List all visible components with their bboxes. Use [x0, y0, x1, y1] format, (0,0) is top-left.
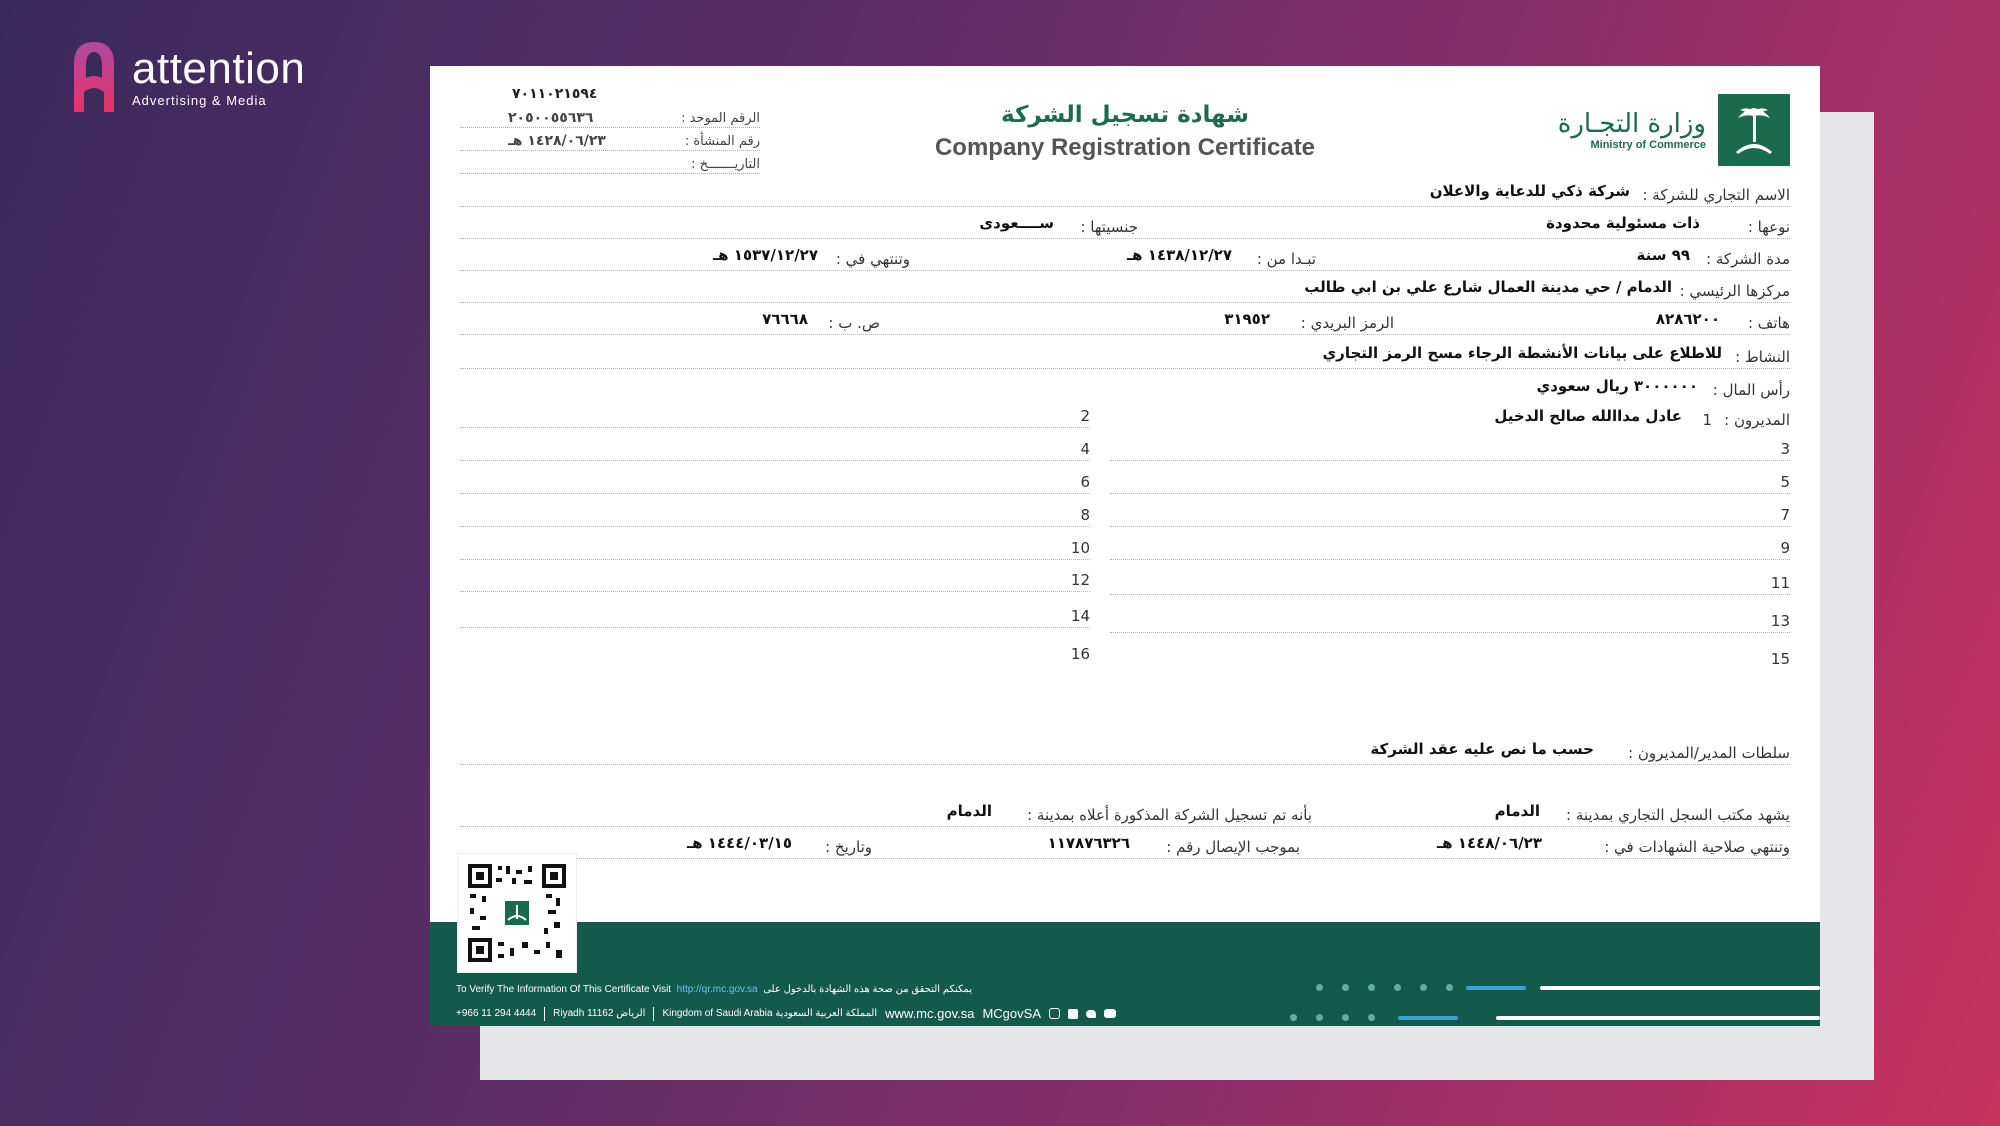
meta-value: ٢٠٥٠٠٥٥٦٣٦ — [508, 110, 594, 126]
manager-row — [1110, 432, 1790, 461]
manager-number: 2 — [1080, 407, 1090, 425]
receipt-label: بموجب الإيصال رقم : — [1166, 838, 1300, 856]
validity-label: وتنتهي صلاحية الشهادات في : — [1604, 838, 1790, 856]
brand-tagline: Advertising & Media — [132, 92, 267, 108]
authority-label: سلطات المدير/المديرون : — [1628, 744, 1790, 762]
manager-number: 7 — [1780, 506, 1790, 524]
meta-label: الرقم الموحد : — [681, 111, 760, 126]
row-validity — [460, 832, 1790, 859]
office-label: يشهد مكتب السجل التجاري بمدينة : — [1566, 806, 1790, 824]
validity-value: ١٤٤٨/٠٦/٢٣ هـ — [1437, 834, 1542, 852]
attention-logo-mark-icon — [70, 38, 118, 116]
starts-value: ١٤٣٨/١٢/٢٧ هـ — [1127, 246, 1232, 264]
type-label: نوعها : — [1747, 218, 1790, 236]
date-label: وتاريخ : — [825, 838, 872, 856]
meta-label: التاريـــــــخ : — [691, 157, 760, 172]
meta-value: ١٤٢٨/٠٦/٢٣ هـ — [508, 133, 606, 149]
duration-value: ٩٩ سنة — [1636, 246, 1690, 264]
pobox-label: ص. ب : — [828, 314, 880, 332]
manager-name: عادل مداالله صالح الدخيل — [1494, 407, 1682, 425]
row-capital — [460, 375, 1790, 401]
manager-number: 6 — [1080, 473, 1090, 491]
nationality-value: ســــعودى — [979, 214, 1054, 232]
authority-value: حسب ما نص عليه عقد الشركة — [1370, 740, 1594, 758]
manager-row — [460, 599, 1090, 628]
manager-number: 14 — [1070, 607, 1090, 625]
contact-city: Riyadh 11162 الرياض — [553, 1008, 646, 1019]
manager-number: 10 — [1070, 539, 1090, 557]
instagram-icon — [1049, 1008, 1060, 1019]
manager-row — [1110, 403, 1790, 431]
manager-number: 13 — [1770, 612, 1790, 630]
postal-code-value: ٣١٩٥٢ — [1224, 310, 1270, 328]
twitter-icon — [1086, 1010, 1096, 1018]
manager-number: 8 — [1080, 506, 1090, 524]
phone-value: ٨٢٨٦٢٠٠ — [1655, 310, 1720, 328]
title-arabic: شهادة تسجيل الشركة — [1001, 102, 1249, 128]
registered-city-value: الدمام — [946, 802, 992, 820]
row-headquarters — [460, 276, 1790, 303]
ministry-name-ar: وزارة التجـارة — [1557, 109, 1706, 139]
hq-value: الدمام / حي مدينة العمال شارع علي بن ابي طالب — [1304, 278, 1672, 296]
manager-row — [460, 531, 1090, 560]
row-contact — [460, 308, 1790, 335]
contact-country: Kingdom of Saudi Arabia المملكة العربية السعودية — [662, 1008, 878, 1019]
manager-number: 9 — [1780, 539, 1790, 557]
row-authority — [460, 738, 1790, 765]
duration-label: مدة الشركة : — [1706, 250, 1790, 268]
receipt-value: ١١٧٨٧٦٣٢٦ — [1047, 834, 1130, 852]
manager-row — [1110, 465, 1790, 494]
facebook-icon — [1068, 1009, 1078, 1019]
phone-label: هاتف : — [1747, 314, 1790, 332]
youtube-icon — [1104, 1009, 1116, 1018]
ministry-logo — [1558, 94, 1790, 166]
manager-row — [460, 498, 1090, 527]
managers-label: المديرون : — [1724, 411, 1790, 429]
row-type — [460, 212, 1790, 239]
meta-unified-value: ٧٠١١٠٢١٥٩٤ — [512, 86, 598, 102]
row-registry-office — [460, 800, 1790, 827]
postal-code-label: الرمز البريدي : — [1300, 314, 1394, 332]
verify-link[interactable]: http://qr.mc.gov.sa — [676, 984, 758, 995]
activity-label: النشاط : — [1735, 348, 1790, 366]
meta-label: رقم المنشأة : — [684, 134, 760, 149]
contact-phone: +966 11 294 4444 — [456, 1008, 537, 1019]
row-company-name — [460, 180, 1790, 207]
hq-label: مركزها الرئيسي : — [1679, 282, 1790, 300]
activity-value: للاطلاع على بيانات الأنشطة الرجاء مسح الرمز التجاري — [1322, 344, 1722, 362]
palm-swords-emblem-icon — [1718, 94, 1790, 166]
verify-text — [456, 984, 972, 995]
date-value: ١٤٤٤/٠٣/١٥ هـ — [687, 834, 792, 852]
manager-number: 1 — [1702, 411, 1712, 429]
manager-row — [1110, 498, 1790, 527]
verify-text-ar: يمكنكم التحقق من صحة هذه الشهادة بالدخول على — [763, 984, 973, 995]
row-duration — [460, 244, 1790, 271]
manager-number: 16 — [1070, 645, 1090, 663]
type-value: ذات مسئولية محدودة — [1546, 214, 1700, 232]
contact-website[interactable]: www.mc.gov.sa — [885, 1006, 975, 1021]
capital-value: ٣٠٠٠٠٠٠ ريال سعودي — [1536, 377, 1698, 395]
title-english: Company Registration Certificate — [934, 134, 1316, 161]
manager-row — [1110, 531, 1790, 560]
ends-value: ١٥٣٧/١٢/٢٧ هـ — [713, 246, 818, 264]
ministry-name-en: Ministry of Commerce — [1590, 139, 1706, 151]
starts-label: تبـدا من : — [1256, 250, 1316, 268]
registered-city-label: بأنه تم تسجيل الشركة المذكورة أعلاه بمدينة : — [1027, 806, 1312, 824]
row-activity — [460, 342, 1790, 369]
manager-row — [460, 465, 1090, 494]
company-name-value: شركة ذكي للدعاية والاعلان — [1429, 182, 1630, 200]
manager-row — [460, 637, 1090, 665]
brand-name: attention — [132, 43, 306, 93]
manager-row — [1110, 604, 1790, 633]
pobox-value: ٧٦٦٦٨ — [762, 310, 808, 328]
contact-social: MCgovSA — [982, 1006, 1041, 1021]
attention-logo — [70, 38, 305, 116]
manager-number: 15 — [1770, 650, 1790, 668]
manager-number: 11 — [1770, 574, 1790, 592]
capital-label: رأس المال : — [1712, 381, 1790, 399]
certificate — [430, 66, 1820, 1026]
contact-bar — [456, 1006, 1116, 1021]
verify-text-en: To Verify The Information Of This Certificate Visit — [456, 984, 672, 995]
company-name-label: الاسم التجاري للشركة : — [1642, 186, 1790, 204]
manager-row — [460, 399, 1090, 428]
manager-number: 5 — [1780, 473, 1790, 491]
nationality-label: جنسيتها : — [1080, 218, 1138, 236]
qr-code — [458, 854, 576, 972]
manager-number: 12 — [1070, 571, 1090, 589]
manager-row — [460, 432, 1090, 461]
manager-number: 3 — [1780, 440, 1790, 458]
ends-label: وتنتهي في : — [835, 250, 910, 268]
manager-row — [1110, 642, 1790, 670]
manager-row — [1110, 566, 1790, 595]
office-value: الدمام — [1494, 802, 1540, 820]
manager-number: 4 — [1080, 440, 1090, 458]
manager-row — [460, 563, 1090, 592]
